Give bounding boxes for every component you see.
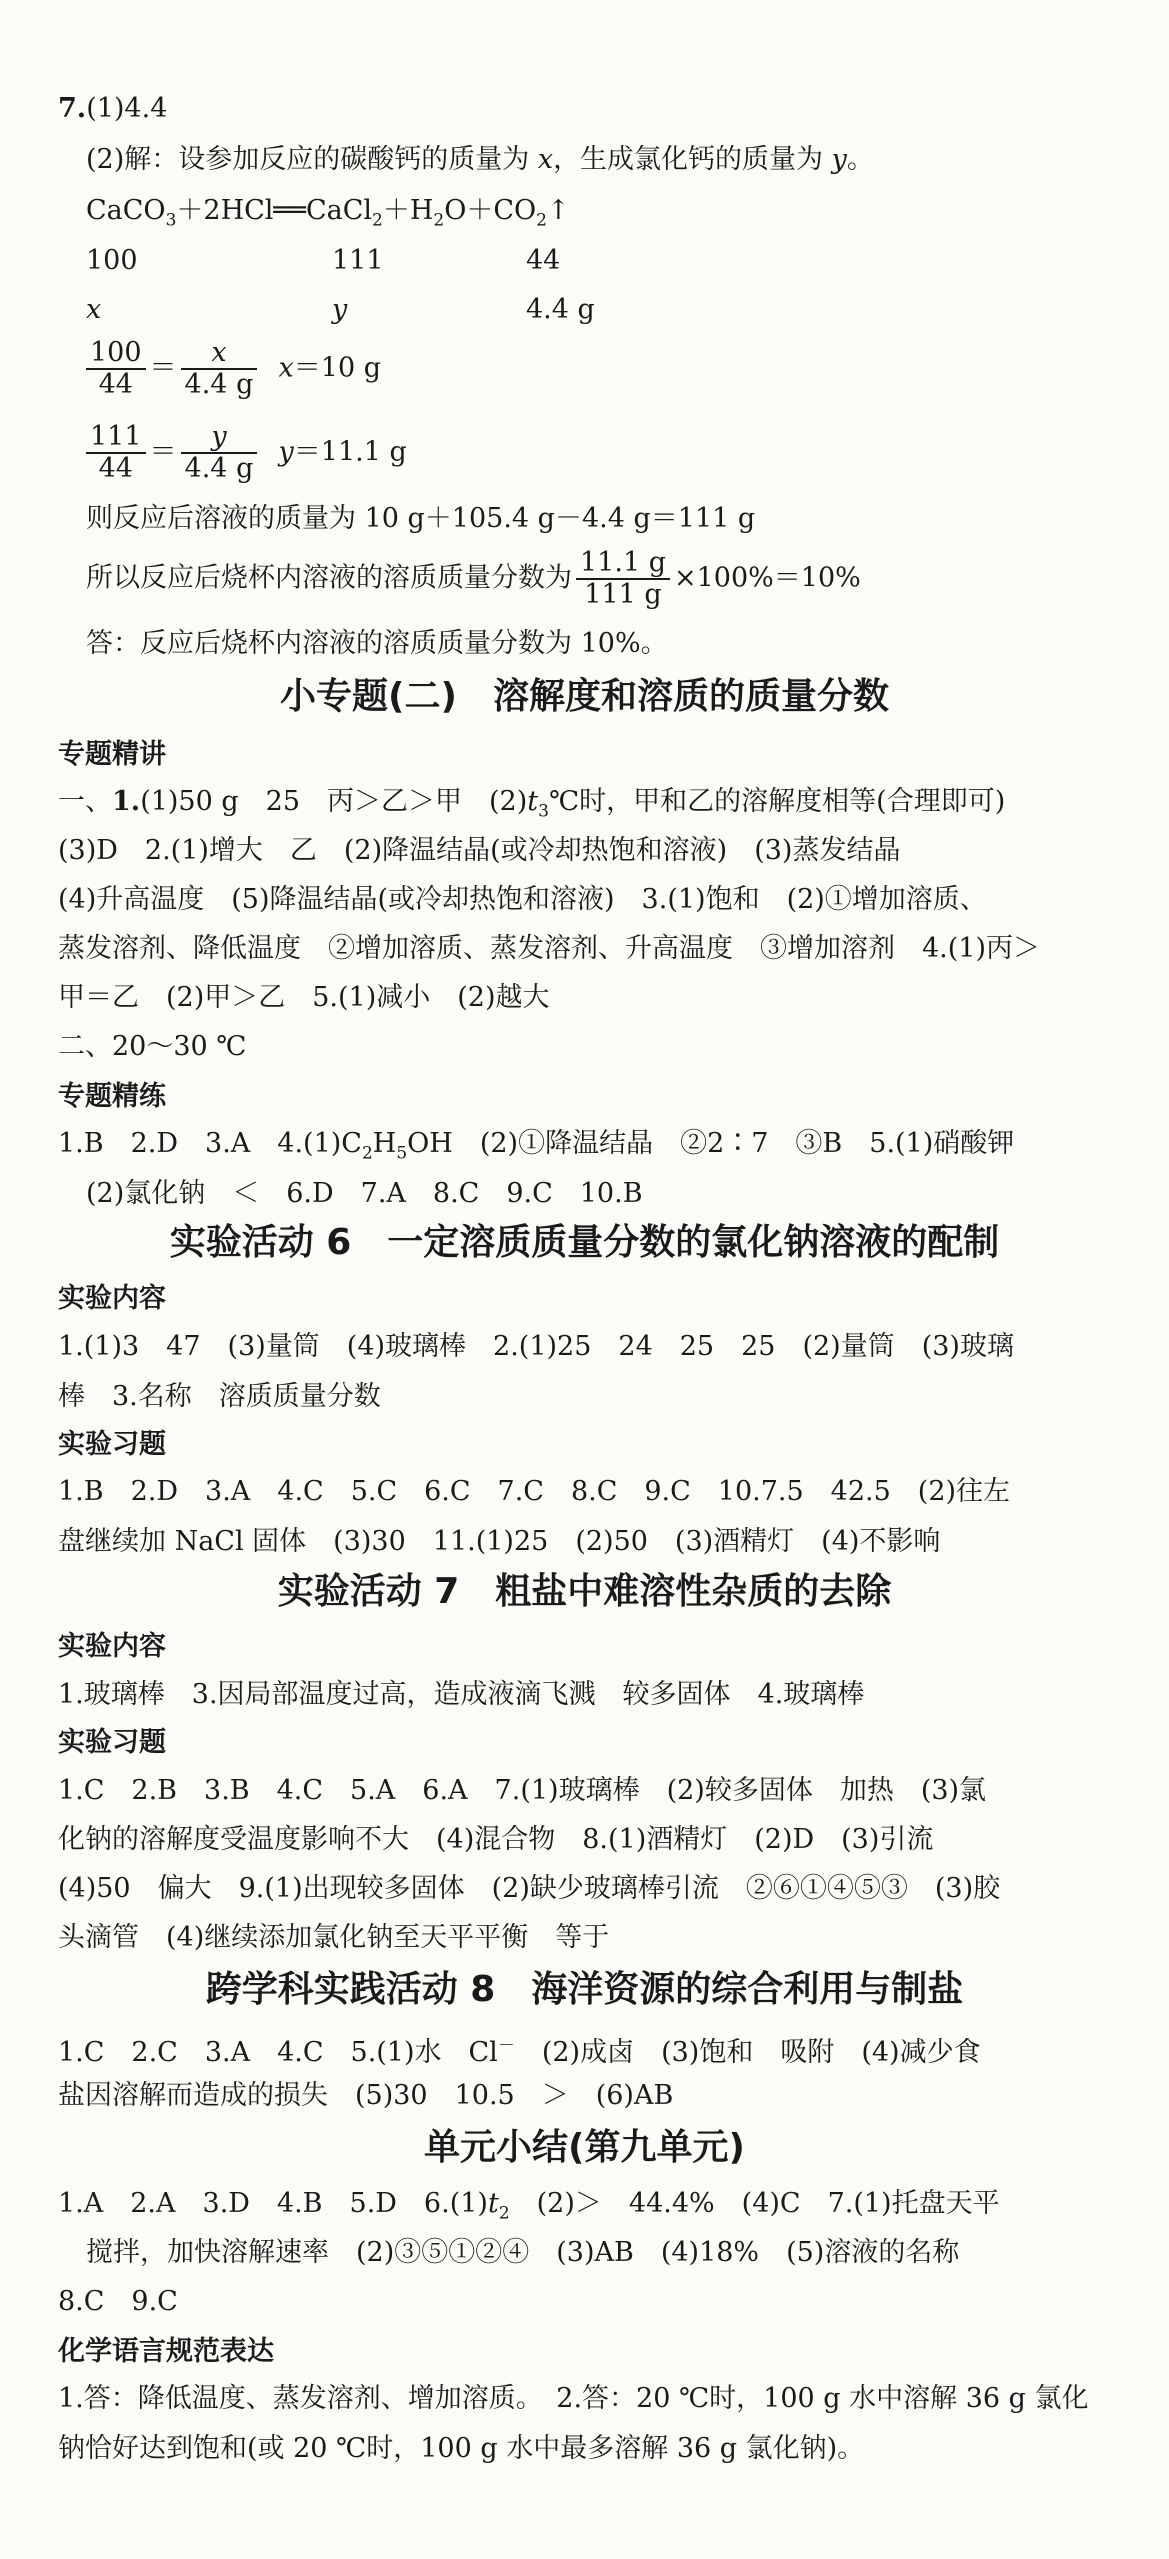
eq-sign: ══ bbox=[273, 195, 306, 226]
solution-mass-text: 则反应后溶液的质量为 10 g＋105.4 g－4.4 g＝111 g bbox=[86, 503, 756, 534]
intro-text-b: ，生成氯化钙的质量为 bbox=[553, 144, 832, 175]
subscript: 5 bbox=[396, 1143, 408, 1164]
fraction bbox=[181, 338, 258, 400]
subscript: 2 bbox=[361, 1143, 373, 1164]
numerator: 11.1 g bbox=[576, 548, 670, 580]
fraction-line-post: ×100%＝10% bbox=[673, 562, 861, 594]
fraction bbox=[181, 422, 258, 484]
equals: ＝ bbox=[149, 352, 177, 384]
subscript: 3 bbox=[538, 801, 549, 822]
mass-row bbox=[86, 244, 138, 278]
var-y: y bbox=[831, 144, 847, 175]
subheading: 实验习题 bbox=[58, 1429, 166, 1460]
text-line: 1.答：降低温度、蒸发溶剂、增加溶质。 2.答：20 ℃时，100 g 水中溶解 36 g 氯化 bbox=[58, 2383, 1089, 2414]
text-line: (2)氯化钠 ＜ 6.D 7.A 8.C 9.C 10.B bbox=[86, 1178, 643, 1209]
fraction bbox=[86, 422, 146, 484]
denominator: 4.4 g bbox=[184, 453, 254, 484]
eq-part: O＋CO bbox=[444, 195, 537, 226]
text-part: 1.B 2.D 3.A 4.(1)C bbox=[58, 1128, 362, 1159]
ratio-equation-2 bbox=[82, 422, 407, 484]
text-line: 8.C 9.C bbox=[58, 2286, 178, 2317]
q7-part1-text: (1)4.4 bbox=[86, 93, 168, 124]
denominator: 4.4 g bbox=[184, 369, 254, 400]
text-part: 一、 bbox=[58, 786, 112, 817]
text-part: 1.A 2.A 3.D 4.B 5.D 6.(1) bbox=[58, 2188, 488, 2219]
fraction bbox=[576, 548, 670, 610]
text-line: 1.玻璃棒 3.因局部温度过高，造成液滴飞溅 较多固体 4.玻璃棒 bbox=[58, 1679, 865, 1710]
chemical-equation bbox=[86, 194, 570, 237]
section-title: 实验活动 7 粗盐中难溶性杂质的去除 bbox=[277, 1571, 892, 1612]
text-part: (1)50 g 25 丙＞乙＞甲 (2) bbox=[140, 786, 528, 817]
text-part: H bbox=[372, 1128, 397, 1159]
numerator-var: x bbox=[211, 337, 227, 368]
subheading: 实验习题 bbox=[58, 1727, 166, 1758]
mass-co2-text: 44 bbox=[526, 245, 561, 276]
eq-part: ＋H bbox=[382, 195, 434, 226]
text-line bbox=[58, 2187, 1000, 2230]
text-line: 二、20～30 ℃ bbox=[58, 1031, 247, 1062]
subheading: 化学语言规范表达 bbox=[58, 2336, 274, 2367]
superscript: － bbox=[497, 2036, 515, 2056]
intro-text-c: 。 bbox=[846, 144, 874, 175]
q7-answer-text: 答：反应后烧杯内溶液的溶质质量分数为 10%。 bbox=[86, 628, 668, 659]
var-row-co2: 4.4 g bbox=[526, 294, 595, 325]
intro-text-a: (2)解：设参加反应的碳酸钙的质量为 bbox=[86, 144, 538, 175]
var-x: x bbox=[537, 144, 554, 175]
text-line: 搅拌，加快溶解速率 (2)③⑤①②④ (3)AB (4)18% (5)溶液的名称 bbox=[86, 2237, 960, 2268]
text-line: 钠恰好达到饱和(或 20 ℃时，100 g 水中最多溶解 36 g 氯化钠)。 bbox=[58, 2433, 865, 2464]
fraction-line-pre: 所以反应后烧杯内溶液的溶质质量分数为 bbox=[86, 562, 572, 594]
fraction bbox=[86, 338, 146, 400]
eq-part: CaCl bbox=[305, 195, 372, 226]
eq-part: ＋2HCl bbox=[176, 195, 274, 226]
text-line: 甲＝乙 (2)甲＞乙 5.(1)减小 (2)越大 bbox=[58, 982, 550, 1013]
var-row bbox=[86, 293, 101, 327]
text-line: 1.C 2.B 3.B 4.C 5.A 6.A 7.(1)玻璃棒 (2)较多固体 加热 (3)氯 bbox=[58, 1775, 987, 1806]
text-line: (4)升高温度 (5)降温结晶(或冷却热饱和溶液) 3.(1)饱和 (2)①增加溶质、 bbox=[58, 884, 987, 915]
eq-sub: 2 bbox=[433, 210, 445, 231]
equals: ＝ bbox=[149, 436, 177, 468]
numerator bbox=[181, 338, 258, 370]
text-part: (2)＞ 44.4% (4)C 7.(1)托盘天平 bbox=[509, 2188, 1000, 2219]
q7-answer bbox=[86, 627, 668, 661]
answer-var: y bbox=[278, 436, 294, 468]
subscript: 2 bbox=[498, 2203, 510, 2224]
text-line: (4)50 偏大 9.(1)出现较多固体 (2)缺少玻璃棒引流 ②⑥①④⑤③ (3)胶 bbox=[58, 1873, 1001, 1904]
text-line bbox=[58, 785, 1005, 828]
subheading: 实验内容 bbox=[58, 1631, 166, 1662]
text-line: 1.B 2.D 3.A 4.C 5.C 6.C 7.C 8.C 9.C 10.7.5 42.5 (2)往左 bbox=[58, 1476, 1011, 1507]
gas-arrow: ↑ bbox=[546, 195, 570, 226]
mass-cacl2-text: 111 bbox=[332, 245, 384, 276]
text-line: 棒 3.名称 溶质质量分数 bbox=[58, 1381, 381, 1412]
var-row-y-wrap bbox=[332, 293, 347, 327]
text-line bbox=[58, 1127, 1014, 1170]
eq-sub: 3 bbox=[165, 210, 177, 231]
text-part: 1.C 2.C 3.A 4.C 5.(1)水 Cl bbox=[58, 2037, 498, 2068]
eq-sub: 2 bbox=[536, 210, 547, 231]
var-row-co2-wrap bbox=[526, 293, 595, 327]
text-line: (3)D 2.(1)增大 乙 (2)降温结晶(或冷却热饱和溶液) (3)蒸发结晶 bbox=[58, 835, 901, 866]
eq-part: CaCO bbox=[86, 195, 166, 226]
mass-caco3: 100 bbox=[86, 245, 138, 276]
subheading: 实验内容 bbox=[58, 1283, 166, 1314]
text-line: 蒸发溶剂、降低温度 ②增加溶质、蒸发溶剂、升高温度 ③增加溶剂 4.(1)丙＞ bbox=[58, 933, 1041, 964]
mass-co2 bbox=[526, 244, 560, 278]
answer-value: ＝11.1 g bbox=[293, 436, 407, 468]
subheading: 专题精讲 bbox=[58, 739, 166, 770]
var-t: t bbox=[527, 786, 539, 817]
text-part: (2)成卤 (3)饱和 吸附 (4)减少食 bbox=[514, 2037, 981, 2068]
section-title: 小专题(二) 溶解度和溶质的质量分数 bbox=[280, 676, 889, 717]
denominator: 44 bbox=[98, 369, 133, 400]
ratio-equation-1 bbox=[82, 338, 381, 400]
answer-value: ＝10 g bbox=[293, 352, 381, 384]
text-line: 盐因溶解而造成的损失 (5)30 10.5 ＞ (6)AB bbox=[58, 2080, 674, 2111]
text-line: 1.(1)3 47 (3)量筒 (4)玻璃棒 2.(1)25 24 25 25 (2)量筒 (3)玻璃 bbox=[58, 1331, 1014, 1362]
q7-part2-intro bbox=[86, 143, 874, 177]
numerator: 111 bbox=[86, 422, 146, 454]
denominator: 111 g bbox=[584, 579, 662, 610]
text-line: 头滴管 (4)继续添加氯化钠至天平平衡 等于 bbox=[58, 1922, 610, 1953]
answer-var: x bbox=[278, 352, 294, 384]
mass-cacl2 bbox=[332, 244, 384, 278]
numerator bbox=[181, 422, 258, 454]
subheading: 专题精练 bbox=[58, 1081, 166, 1112]
eq-sub: 2 bbox=[372, 210, 383, 231]
question-number: 1. bbox=[112, 786, 141, 817]
var-row-y: y bbox=[332, 294, 348, 325]
section-title: 实验活动 6 一定溶质质量分数的氯化钠溶液的配制 bbox=[169, 1222, 1000, 1263]
var-row-x: x bbox=[86, 294, 102, 325]
fraction-line bbox=[86, 548, 861, 610]
denominator: 44 bbox=[98, 453, 133, 484]
text-part: OH (2)①降温结晶 ②2∶7 ③B 5.(1)硝酸钾 bbox=[407, 1128, 1015, 1159]
section-title: 单元小结(第九单元) bbox=[424, 2127, 745, 2168]
var-t: t bbox=[487, 2188, 499, 2219]
solution-mass bbox=[86, 502, 755, 536]
text-line bbox=[58, 2029, 981, 2070]
question-number: 7. bbox=[58, 93, 87, 124]
q7-part1 bbox=[58, 92, 167, 126]
text-line: 盘继续加 NaCl 固体 (3)30 11.(1)25 (2)50 (3)酒精灯 (4)不影响 bbox=[58, 1526, 941, 1557]
section-title: 跨学科实践活动 8 海洋资源的综合利用与制盐 bbox=[205, 1969, 964, 2010]
text-line: 化钠的溶解度受温度影响不大 (4)混合物 8.(1)酒精灯 (2)D (3)引流 bbox=[58, 1824, 934, 1855]
numerator: 100 bbox=[86, 338, 146, 370]
text-part: ℃时，甲和乙的溶解度相等(合理即可) bbox=[548, 786, 1006, 817]
numerator-var: y bbox=[211, 421, 227, 452]
